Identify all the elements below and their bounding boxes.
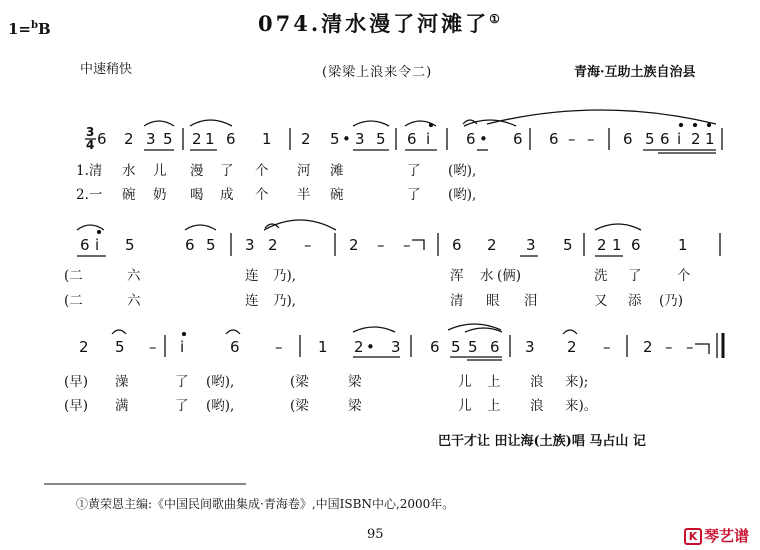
note: 2 <box>643 338 653 356</box>
note: – <box>665 338 673 356</box>
footnote: ①黄荣恩主编:《中国民间歌曲集成·青海卷》,中国ISBN中心,2000年。 <box>76 497 455 511</box>
note: 5 <box>330 130 340 148</box>
note: 1 <box>705 130 715 148</box>
slur <box>595 224 641 230</box>
fermata <box>112 330 126 334</box>
note: i <box>95 236 100 254</box>
note: 1 <box>678 236 688 254</box>
note: 6 <box>80 236 90 254</box>
lyric: 六 <box>127 293 141 309</box>
note: 6 <box>407 130 417 148</box>
time-signature-top: 3 <box>86 125 95 139</box>
note: 5 <box>376 130 386 148</box>
note: – <box>587 130 595 148</box>
lyric: 梁 <box>348 374 362 390</box>
note: • <box>342 130 351 148</box>
lyric: 上 <box>487 398 501 414</box>
lyric: 浪 <box>530 398 544 414</box>
note: 6 <box>623 130 633 148</box>
note: i <box>180 338 185 356</box>
lyric: (早) <box>64 374 89 390</box>
octave-dot <box>430 124 433 127</box>
note: – <box>686 338 694 356</box>
slur <box>487 110 716 124</box>
lyric: 了 <box>628 268 642 284</box>
note: 5 <box>468 338 478 356</box>
slur <box>144 121 174 126</box>
region-label: 青海·互助土族自治县 <box>574 65 696 80</box>
lyric: 碗 <box>330 187 344 203</box>
lyric: (哟), <box>448 163 477 179</box>
note: i <box>426 130 431 148</box>
note: • <box>366 338 375 356</box>
note: 1 <box>318 338 328 356</box>
lyric: 了 <box>220 163 234 179</box>
lyric: 喝 <box>190 187 204 203</box>
lyric: 儿 <box>153 163 167 179</box>
octave-dot <box>680 124 683 127</box>
site-logo: K 琴艺谱 <box>684 525 749 546</box>
note: 3 <box>245 236 255 254</box>
lyric: (俩) <box>497 268 522 284</box>
lyric: 浪 <box>530 374 544 390</box>
tie-arrow <box>695 344 709 354</box>
lyric: 个 <box>677 268 691 284</box>
song-title: 074.清水漫了河滩了① <box>258 11 500 36</box>
lyric: 又 <box>594 293 608 309</box>
note: 2 <box>124 130 134 148</box>
octave-dot <box>98 231 101 234</box>
note: 1 <box>612 236 622 254</box>
note: 2 <box>349 236 359 254</box>
note: i <box>677 130 682 148</box>
lyric: 儿 <box>458 398 472 414</box>
note: 6 <box>549 130 559 148</box>
lyric: (二 <box>64 293 83 309</box>
note: 5 <box>125 236 135 254</box>
note: 2 <box>354 338 364 356</box>
note: – <box>603 338 611 356</box>
note: 5 <box>206 236 216 254</box>
note: 5 <box>451 338 461 356</box>
lyric: (二 <box>64 268 83 284</box>
time-signature-bottom: 4 <box>86 138 95 152</box>
note: 6 <box>490 338 500 356</box>
slur <box>353 121 389 126</box>
lyric: (哟), <box>448 187 477 203</box>
lyric: 河 <box>297 163 311 179</box>
note: 6 <box>660 130 670 148</box>
lyric: 漫 <box>190 163 204 179</box>
lyric: 来)。 <box>565 398 598 414</box>
note: 6 <box>631 236 641 254</box>
note: 2 <box>597 236 607 254</box>
lyric: 碗 <box>122 187 136 203</box>
slur <box>77 225 104 230</box>
lyric: 满 <box>115 398 129 414</box>
note: 5 <box>163 130 173 148</box>
lyric: 添 <box>628 293 642 309</box>
note: – <box>568 130 576 148</box>
lyric: 个 <box>255 163 269 179</box>
lyric: (乃) <box>659 293 684 309</box>
note: 1 <box>205 130 215 148</box>
lyric: (梁 <box>290 374 309 390</box>
performer-credit: 巴干才让 田让海(土族)唱 马占山 记 <box>438 434 646 449</box>
lyric: 了 <box>407 163 421 179</box>
tempo-marking: 中速稍快 <box>80 62 133 77</box>
note: – <box>149 338 157 356</box>
octave-dot <box>183 333 186 336</box>
fermata <box>563 330 577 334</box>
note: 6 <box>466 130 476 148</box>
lyric: (哟), <box>206 374 235 390</box>
lyric: 浑 <box>450 268 464 284</box>
note: – <box>275 338 283 356</box>
note: – <box>304 236 312 254</box>
lyric: 儿 <box>458 374 472 390</box>
octave-dot <box>708 124 711 127</box>
note: 6 <box>230 338 240 356</box>
note: 2 <box>487 236 497 254</box>
lyric: 滩 <box>330 163 344 179</box>
lyric: 半 <box>297 187 311 203</box>
lyric: 水 <box>122 163 136 179</box>
lyric: (哟), <box>206 398 235 414</box>
note: • <box>479 130 488 148</box>
fermata <box>226 330 240 334</box>
note: 2 <box>301 130 311 148</box>
lyric: 泪 <box>524 293 538 309</box>
lyric: 上 <box>487 374 501 390</box>
lyric: 洗 <box>594 268 608 284</box>
octave-dot <box>694 124 697 127</box>
slur <box>185 225 216 230</box>
lyric: 六 <box>127 268 141 284</box>
note: 2 <box>79 338 89 356</box>
note: 3 <box>146 130 156 148</box>
lyric: 梁 <box>348 398 362 414</box>
song-subtitle: (梁梁上浪来令二) <box>322 65 433 80</box>
slur <box>190 120 232 126</box>
note: 5 <box>645 130 655 148</box>
note: 6 <box>430 338 440 356</box>
lyric: 了 <box>175 398 189 414</box>
lyric: 水 <box>480 268 494 284</box>
note: 1 <box>262 130 272 148</box>
note: 2 <box>691 130 701 148</box>
note: – <box>403 236 411 254</box>
lyric: 奶 <box>153 187 167 203</box>
lyric: 2.一 <box>76 187 103 203</box>
lyric: 乃), <box>273 293 297 309</box>
lyric: 成 <box>220 187 234 203</box>
note: 6 <box>185 236 195 254</box>
lyric: 连 <box>245 293 259 309</box>
note: 3 <box>525 338 535 356</box>
logo-icon: K <box>684 528 702 545</box>
note: 2 <box>268 236 278 254</box>
note: 3 <box>526 236 536 254</box>
lyric: 连 <box>245 268 259 284</box>
lyric: (早) <box>64 398 89 414</box>
key-signature: 1=$^b$B <box>8 20 51 38</box>
note: 2 <box>567 338 577 356</box>
lyric: 乃), <box>273 268 297 284</box>
note: 5 <box>563 236 573 254</box>
note: 6 <box>452 236 462 254</box>
tie-arrow <box>412 240 424 250</box>
note: 2 <box>192 130 202 148</box>
note: 3 <box>391 338 401 356</box>
lyric: 清 <box>450 293 464 309</box>
lyric: 眼 <box>486 293 500 309</box>
note: 3 <box>355 130 365 148</box>
lyric: 来); <box>565 374 589 390</box>
lyric: 1.清 <box>76 163 103 179</box>
lyric: 了 <box>175 374 189 390</box>
lyric: 了 <box>407 187 421 203</box>
lyric: 个 <box>255 187 269 203</box>
slur <box>353 327 395 332</box>
lyric: (梁 <box>290 398 309 414</box>
note: – <box>377 236 385 254</box>
page-number: 95 <box>367 527 384 542</box>
note: 6 <box>97 130 107 148</box>
lyric: 澡 <box>115 374 129 390</box>
note: 6 <box>513 130 523 148</box>
note: 6 <box>226 130 236 148</box>
note: 5 <box>115 338 125 356</box>
